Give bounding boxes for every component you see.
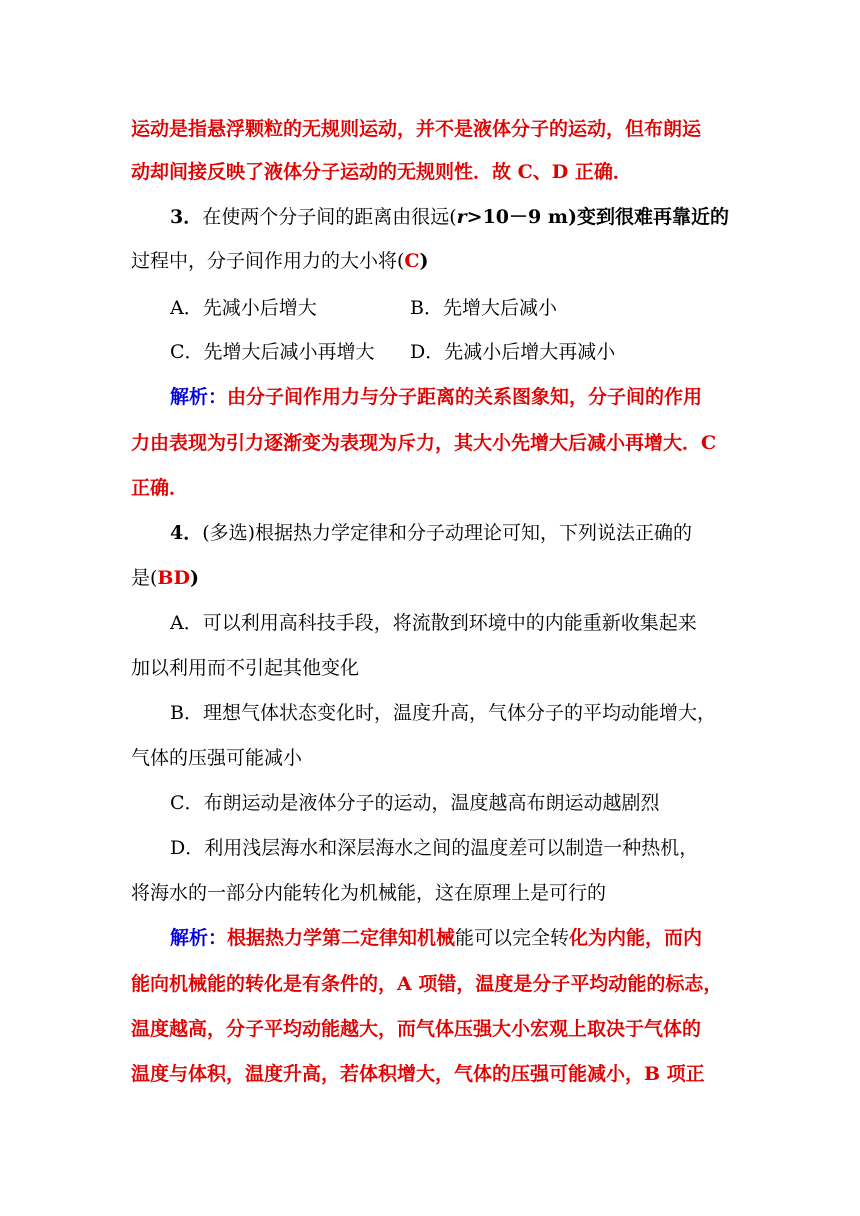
q4-text-a: (多选)根据热力学定律和分子动理论可知，下列说法正确的 [202, 522, 693, 544]
q3-analysis-line-2: 力由表现为引力逐渐变为表现为斥力，其大小先增大后减小再增大．C [131, 432, 717, 454]
q3-line2-text: 过程中，分子间作用力的大小将( [131, 250, 405, 272]
q3-option-d: D．先减小后增大再减小 [410, 341, 616, 363]
q3-option-a: A．先减小后增大 [170, 297, 317, 319]
q4-answer: BD [157, 567, 190, 589]
q4-option-d-line-1: D．利用浅层海水和深层海水之间的温度差可以制造一种热机， [170, 837, 699, 859]
q4-analysis-line-3: 温度越高，分子平均动能越大，而气体压强大小宏观上取决于气体的 [131, 1018, 702, 1040]
q4-analysis-text-1b: 能可以完全转 [455, 927, 570, 949]
q3-analysis-line-1 [170, 385, 702, 409]
q4-line2-text: 是( [131, 567, 158, 589]
q4-option-a-line-2: 加以利用而不引起其他变化 [131, 657, 360, 679]
q3-text-a: 在使两个分子间的距离由很远( [202, 206, 457, 228]
q4-number: 4． [170, 522, 203, 544]
q3-option-c: C．先增大后减小再增大 [170, 341, 375, 363]
q3-text-b: >10－9 m)变到很难再靠近的 [466, 206, 729, 228]
q3-analysis-line-3: 正确． [131, 477, 189, 499]
q4-stem-line-1 [170, 521, 692, 545]
q4-analysis-text-1a: 根据热力学第二定律知机械 [227, 927, 456, 949]
q3-answer: C [404, 250, 420, 272]
q3-stem-line-1 [170, 205, 729, 229]
q4-stem-line-2 [131, 566, 199, 590]
q3-analysis-text-1: 由分子间作用力与分子距离的关系图象知，分子间的作用 [227, 386, 703, 408]
q4-analysis-line-4: 温度与体积，温度升高，若体积增大，气体的压强可能减小，B 项正 [131, 1063, 705, 1085]
q4-option-c: C．布朗运动是液体分子的运动，温度越高布朗运动越剧烈 [170, 792, 660, 814]
q4-option-b-line-1: B．理想气体状态变化时，温度升高，气体分子的平均动能增大， [170, 702, 716, 724]
q4-analysis-line-1 [170, 926, 702, 950]
q3-stem-line-2 [131, 249, 429, 273]
q4-option-d-line-2: 将海水的一部分内能转化为机械能，这在原理上是可行的 [131, 882, 607, 904]
prev-solution-line-2: 动却间接反映了液体分子运动的无规则性．故 C、D 正确． [131, 161, 632, 183]
prev-solution-line-1: 运动是指悬浮颗粒的无规则运动，并不是液体分子的运动，但布朗运 [131, 118, 702, 140]
q4-option-b-line-2: 气体的压强可能减小 [131, 747, 303, 769]
q4-analysis-label: 解析： [170, 927, 228, 949]
q4-close: ) [189, 567, 199, 589]
q3-option-b: B．先增大后减小 [410, 297, 557, 319]
q4-analysis-text-1c: 化为内能，而内 [569, 927, 703, 949]
q4-option-a-line-1: A．可以利用高科技手段，将流散到环境中的内能重新收集起来 [170, 612, 697, 634]
q3-r-variable: r [456, 206, 467, 228]
q4-analysis-line-2: 能向机械能的转化是有条件的，A 项错，温度是分子平均动能的标志， [131, 973, 723, 995]
q3-close: ) [419, 250, 429, 272]
q3-number: 3． [170, 206, 203, 228]
q3-analysis-label: 解析： [170, 386, 228, 408]
